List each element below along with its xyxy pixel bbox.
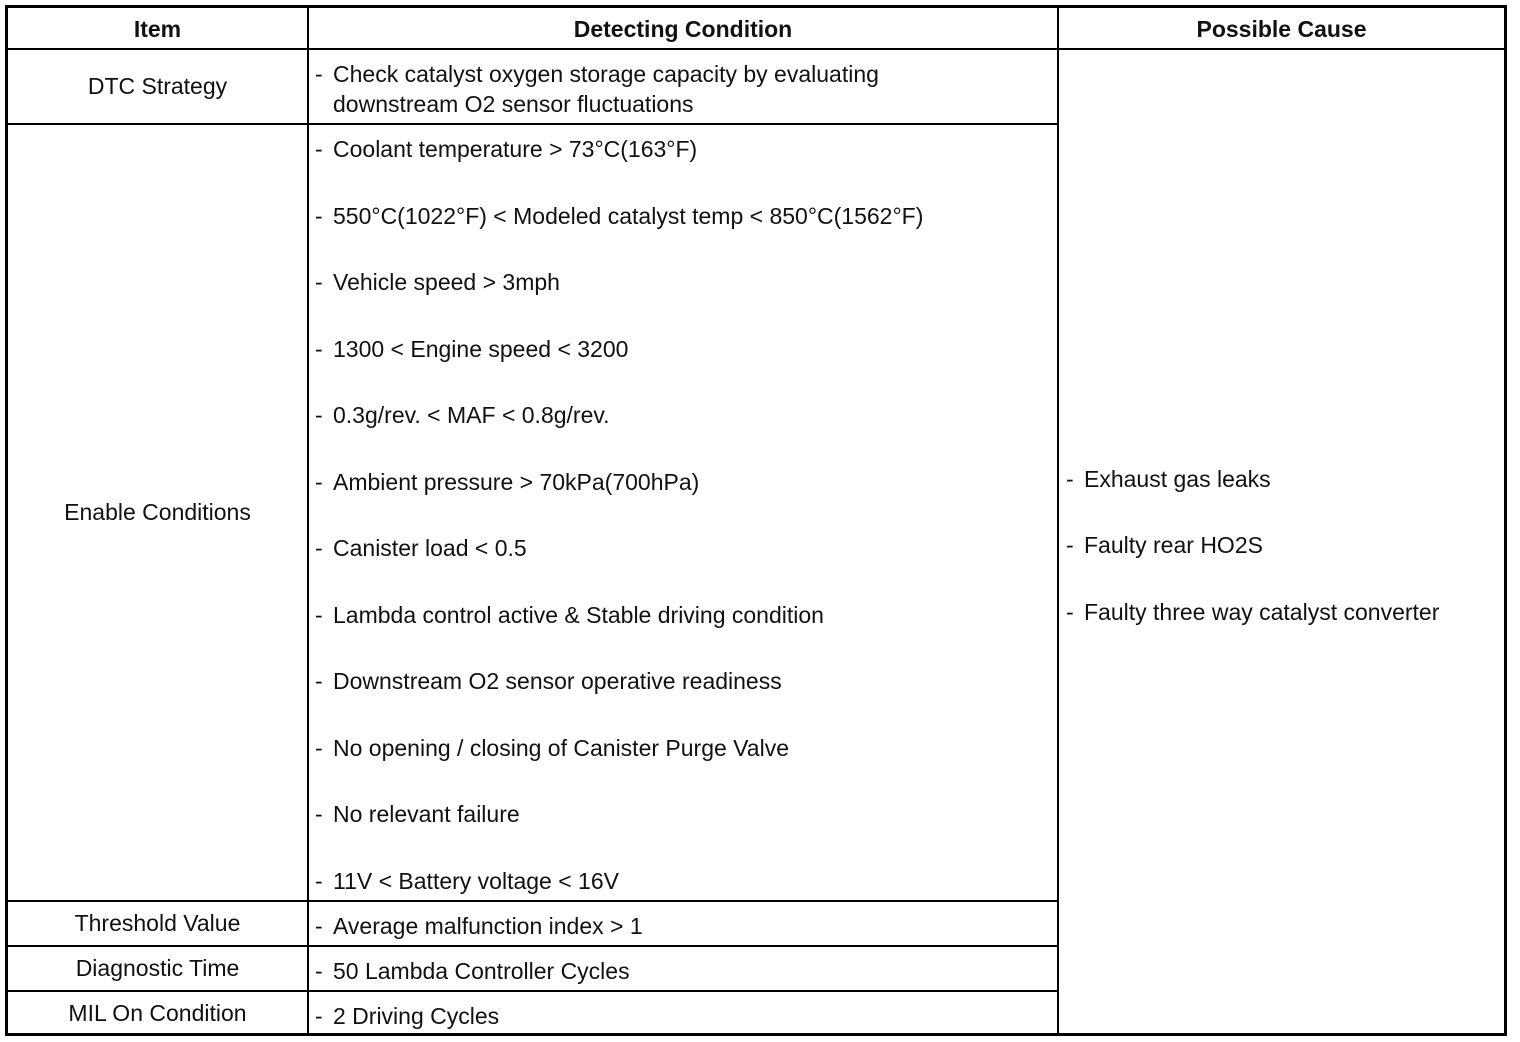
condition-line [315, 467, 699, 497]
condition-text: Average malfunction index > 1 [333, 913, 643, 939]
bullet-dash: - [315, 801, 323, 827]
bullet-dash: - [315, 136, 323, 162]
bullet-dash: - [1066, 599, 1074, 625]
condition-text: 11V < Battery voltage < 16V [333, 868, 619, 894]
cause-text: Faulty three way catalyst converter [1084, 599, 1440, 625]
condition-text: No opening / closing of Canister Purge Valve [333, 735, 790, 761]
condition-line [315, 866, 619, 896]
condition-text: Check catalyst oxygen storage capacity by evaluating [333, 61, 879, 87]
item-threshold-value: Threshold Value [74, 910, 241, 936]
condition-text: Vehicle speed > 3mph [333, 269, 560, 295]
bullet-dash: - [315, 535, 323, 561]
bullet-dash: - [315, 203, 323, 229]
cause-text: Exhaust gas leaks [1084, 466, 1271, 492]
cause-line [1066, 464, 1271, 494]
bullet-dash: - [315, 958, 323, 984]
bullet-dash: - [1066, 532, 1074, 558]
condition-line [315, 666, 782, 696]
condition-line [315, 733, 789, 763]
condition-text: Downstream O2 sensor operative readiness [333, 668, 782, 694]
condition-text: 50 Lambda Controller Cycles [333, 958, 630, 984]
bullet-dash: - [315, 336, 323, 362]
condition-text: 1300 < Engine speed < 3200 [333, 336, 629, 362]
condition-line [315, 911, 643, 941]
header-detecting-condition: Detecting Condition [573, 15, 793, 42]
condition-line [315, 400, 610, 430]
condition-text: No relevant failure [333, 801, 520, 827]
condition-text: 0.3g/rev. < MAF < 0.8g/rev. [333, 402, 610, 428]
condition-line [315, 134, 697, 164]
condition-text: downstream O2 sensor fluctuations [333, 91, 694, 117]
condition-text: Ambient pressure > 70kPa(700hPa) [333, 469, 700, 495]
condition-line [315, 956, 630, 986]
cause-line [1066, 597, 1439, 627]
condition-line [315, 201, 923, 231]
column-divider [1057, 8, 1059, 1033]
bullet-dash: - [315, 1003, 323, 1029]
bullet-dash: - [315, 269, 323, 295]
condition-line [315, 799, 520, 829]
header-possible-cause: Possible Cause [1196, 15, 1367, 42]
condition-line [315, 334, 628, 364]
item-diagnostic-time: Diagnostic Time [75, 955, 240, 981]
cause-line [1066, 530, 1263, 560]
bullet-dash: - [315, 913, 323, 939]
bullet-dash: - [315, 469, 323, 495]
bullet-dash: - [1066, 466, 1074, 492]
condition-text: 550°C(1022°F) < Modeled catalyst temp < 850°C(1562°F) [333, 203, 924, 229]
bullet-dash: - [315, 868, 323, 894]
condition-line [315, 533, 527, 563]
cause-text: Faulty rear HO2S [1084, 532, 1263, 558]
condition-line [315, 267, 560, 297]
diagnostic-table [5, 5, 1507, 1036]
item-enable-conditions: Enable Conditions [64, 499, 251, 525]
bullet-dash: - [315, 61, 323, 87]
condition-text: 2 Driving Cycles [333, 1003, 500, 1029]
condition-text: Coolant temperature > 73°C(163°F) [333, 136, 698, 162]
column-divider [307, 8, 309, 1033]
condition-text: Canister load < 0.5 [333, 535, 527, 561]
condition-line [315, 1001, 499, 1031]
bullet-dash: - [315, 402, 323, 428]
condition-line [315, 59, 879, 89]
condition-text: Lambda control active & Stable driving condition [333, 602, 824, 628]
condition-line [315, 600, 824, 630]
bullet-dash: - [315, 735, 323, 761]
bullet-dash: - [315, 602, 323, 628]
item-mil-on-condition: MIL On Condition [68, 999, 247, 1026]
bullet-dash: - [315, 668, 323, 694]
header-item: Item [133, 15, 182, 42]
item-dtc-strategy: DTC Strategy [87, 73, 228, 99]
condition-line [315, 89, 694, 119]
